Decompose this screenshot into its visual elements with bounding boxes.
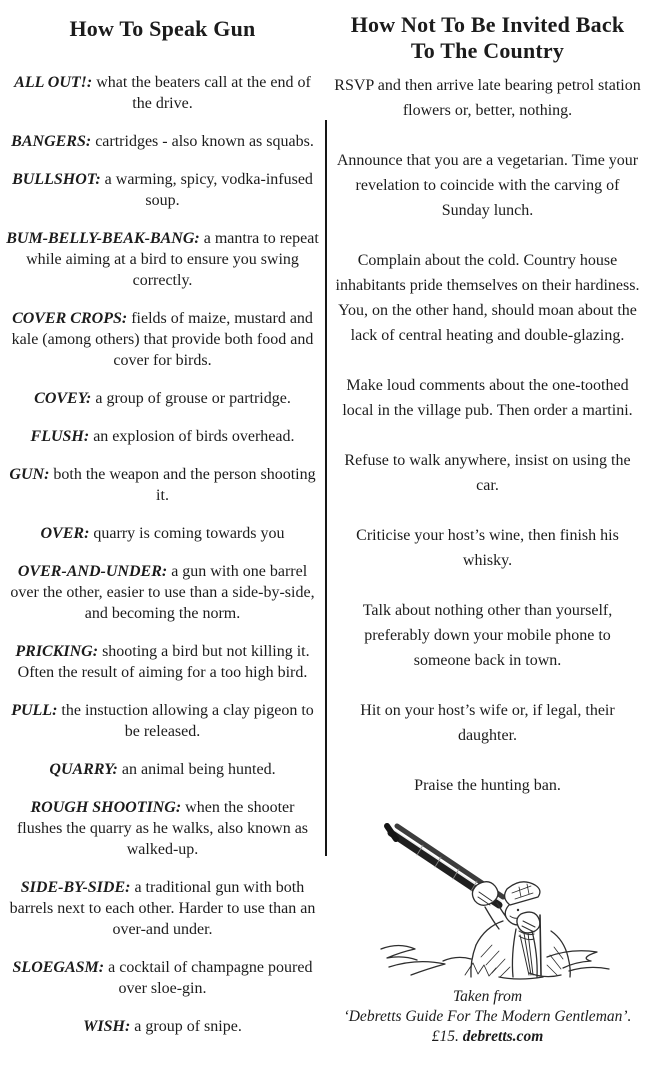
glossary-term: SLOEGASM:	[12, 959, 105, 976]
column-divider	[325, 120, 327, 856]
glossary-term: GUN:	[9, 466, 50, 483]
attribution	[330, 987, 645, 1047]
glossary-term: COVER CROPS:	[12, 310, 128, 327]
glossary-entry: PULL: the instuction allowing a clay pigeon to be released.	[11, 702, 314, 740]
etiquette-paragraph: Make loud comments about the one-toothed local in the village pub. Then order a martini.	[342, 377, 633, 419]
glossary-term: SIDE-BY-SIDE:	[20, 879, 131, 896]
glossary-entry: QUARRY: an animal being hunted.	[49, 761, 276, 778]
etiquette-paragraph: Criticise your host’s wine, then finish his whisky.	[356, 527, 619, 569]
glossary-term: OVER-AND-UNDER:	[17, 563, 168, 580]
etiquette-paragraph: Complain about the cold. Country house inhabitants pride themselves on their hardiness. You, on the other hand, should moan about the lack of central heating and double-glazing.	[335, 252, 640, 344]
etiquette-title	[330, 12, 645, 64]
attribution-line3	[330, 1027, 645, 1047]
glossary-term: FLUSH:	[30, 428, 90, 445]
glossary-list	[4, 72, 321, 1037]
glossary-term: PRICKING:	[15, 643, 99, 660]
glossary-entry: WISH: a group of snipe.	[83, 1018, 242, 1035]
glossary-term: ALL OUT!:	[14, 74, 93, 91]
glossary-entry: PRICKING: shooting a bird but not killing it. Often the result of aiming for a too high bird.	[15, 643, 310, 681]
glossary-entry: BUM-BELLY-BEAK-BANG: a mantra to repeat while aiming at a bird to ensure you swing correctly.	[6, 230, 319, 289]
etiquette-paragraph: Hit on your host’s wife or, if legal, their daughter.	[360, 702, 615, 744]
glossary-entry: ROUGH SHOOTING: when the shooter flushes the quarry as he walks, also known as walked-up.	[16, 799, 309, 858]
glossary-term: BUM-BELLY-BEAK-BANG:	[6, 230, 200, 247]
glossary-entry: SIDE-BY-SIDE: a traditional gun with both barrels next to each other. Harder to use than an over-and under.	[9, 879, 316, 938]
etiquette-paragraph: Praise the hunting ban.	[414, 777, 561, 794]
illustration-container	[330, 817, 645, 983]
glossary-column	[4, 16, 321, 1054]
glossary-term: ROUGH SHOOTING:	[30, 799, 182, 816]
glossary-entry: FLUSH: an explosion of birds overhead.	[30, 428, 295, 445]
glossary-entry: OVER-AND-UNDER: a gun with one barrel over the other, easier to use than a side-by-side, and becoming the norm.	[10, 563, 315, 622]
attribution-website[interactable]: debretts.com	[462, 1028, 544, 1045]
etiquette-paragraph: Announce that you are a vegetarian. Time your revelation to coincide with the carving of Sunday lunch.	[336, 152, 639, 219]
attribution-line2: ‘Debretts Guide For The Modern Gentleman’.	[343, 1008, 632, 1025]
glossary-entry: OVER: quarry is coming towards you	[40, 525, 285, 542]
glossary-entry: BULLSHOT: a warming, spicy, vodka-infused soup.	[12, 171, 313, 209]
glossary-entry: SLOEGASM: a cocktail of champagne poured over sloe-gin.	[12, 959, 313, 997]
glossary-entry: COVER CROPS: fields of maize, mustard and kale (among others) that provide both food and cover for birds.	[11, 310, 314, 369]
glossary-entry: ALL OUT!: what the beaters call at the end of the drive.	[14, 74, 311, 112]
etiquette-paragraph: Talk about nothing other than yourself, preferably down your mobile phone to someone back in town.	[362, 602, 613, 669]
etiquette-paragraph-list	[330, 73, 645, 798]
glossary-term: BULLSHOT:	[12, 171, 101, 188]
etiquette-paragraph: Refuse to walk anywhere, insist on using the car.	[344, 452, 631, 494]
etiquette-title-line: To The Country	[410, 38, 565, 63]
glossary-entry: COVEY: a group of grouse or partridge.	[34, 390, 291, 407]
etiquette-title-line: How Not To Be Invited Back	[350, 12, 625, 37]
glossary-term: COVEY:	[34, 390, 92, 407]
glossary-term: PULL:	[11, 702, 58, 719]
glossary-term: QUARRY:	[49, 761, 118, 778]
glossary-title: How To Speak Gun	[69, 16, 256, 41]
hunter-illustration	[379, 817, 617, 981]
attribution-price: £15.	[431, 1028, 459, 1045]
glossary-term: OVER:	[40, 525, 90, 542]
etiquette-paragraph: RSVP and then arrive late bearing petrol station flowers or, better, nothing.	[334, 77, 641, 119]
glossary-term: WISH:	[83, 1018, 131, 1035]
etiquette-column	[330, 12, 645, 1047]
attribution-line1: Taken from	[452, 988, 523, 1005]
glossary-term: BANGERS:	[11, 133, 92, 150]
glossary-entry: BANGERS: cartridges - also known as squabs.	[11, 133, 314, 150]
glossary-entry: GUN: both the weapon and the person shooting it.	[9, 466, 316, 504]
